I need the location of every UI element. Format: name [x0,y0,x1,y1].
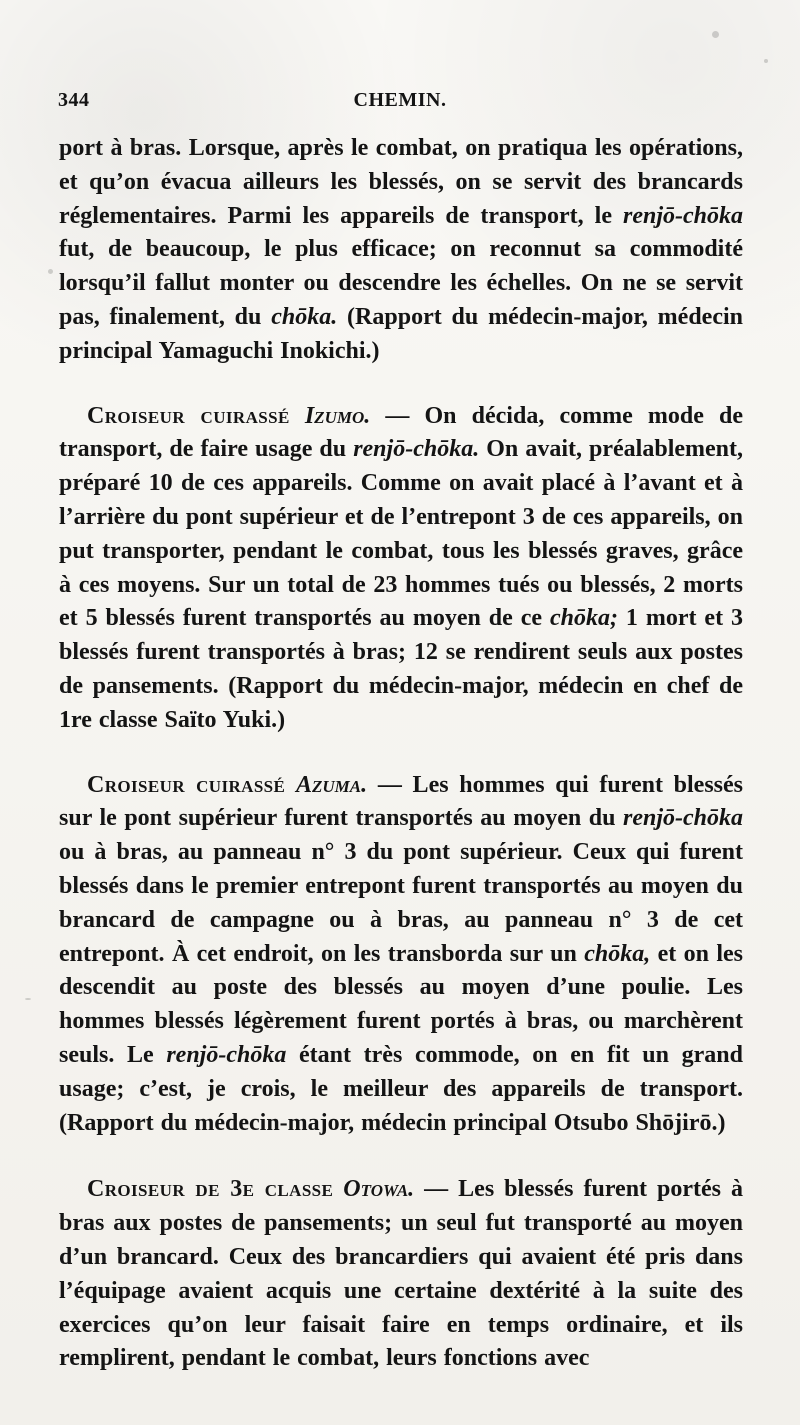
paragraph-text: port à bras. Lorsque, après le combat, on pratiqua les opérations, et qu’on évacua ailleurs les blessés, on se servit des brancards réglementaires. Parmi les appareils de transport, le [59,135,743,229]
italic-term: renjō-chōka [166,1041,287,1068]
paragraph-text: — Les hommes qui furent blessés sur le pont supérieur furent transportés au moyen du [59,771,743,832]
scan-speck [25,998,31,1000]
scan-speck [712,31,719,38]
italic-term: chōka, [584,940,651,967]
page-header [58,89,742,115]
paragraph-text: 1 mort et 3 blessés furent transportés à bras; 12 se rendirent seuls aux postes de pansements. (Rapport du médecin-major, médecin en chef de 1re classe Saïto Yuki.) [59,605,744,733]
paragraph-text: — On décida, comme mode de transport, de faire usage du [59,402,743,463]
ship-name: Izumo. [304,402,371,429]
paragraph-text: et on les descendit au poste des blessés au moyen d’une poulie. Les hommes blessés légèrement furent portés à bras, ou marchèrent seuls. Le [59,940,743,1068]
italic-term: renjō-chōka. [353,436,480,463]
paragraph-text: (Rapport du médecin-major, médecin principal Yamaguchi Inokichi.) [59,303,743,364]
paragraph-text: — Les blessés furent portés à bras aux postes de pansements; un seul fut transporté au moyen d’un brancard. Ceux des brancardiers qui avaient été pris dans l’équipage avaient acquis une certaine dextérité à la suite des exercices qu’on leur faisait faire en temps ordinaire, et ils remplirent, pendant le combat, leurs fonctions avec [59,1176,744,1372]
paragraph-text: On avait, préalablement, préparé 10 de ces appareils. Comme on avait placé à l’avant et à l’arrière du pont supérieur et de l’entrepont 3 de ces appareils, on put transporter, pendant le combat, tous les blessés graves, grâce à ces moyens. Sur un total de 23 hommes tués ou blessés, 2 morts et 5 blessés furent transportés au moyen de ce [59,436,744,632]
ship-name: Otowa. [343,1176,415,1203]
italic-term: renjō-chōka [623,202,743,229]
paragraph-text: fut, de beaucoup, le plus efficace; on reconnut sa commodité lorsqu’il fallut monter ou descendre les échelles. On ne se servit pas, finalement, du [59,236,743,330]
italic-term: chōka; [549,605,618,632]
paragraph-text: ou à bras, au panneau n° 3 du pont supérieur. Ceux qui furent blessés dans le premier entrepont furent transportés au moyen du brancard de campagne ou à bras, au panneau n° 3 de cet entrepont. À cet endroit, on les transborda sur un [59,839,743,967]
italic-term: chōka. [271,303,338,330]
paragraph-1 [59,132,743,369]
scan-speck [764,59,768,63]
page-number: 344 [58,89,90,111]
scan-speck [48,269,53,274]
ship-name: Azuma. [296,771,368,798]
ship-class-label: Croiseur de 3e classe [87,1176,334,1203]
paragraph-azuma [59,769,743,1141]
italic-term: renjō-chōka [623,805,743,832]
ship-class-label: Croiseur cuirassé [87,771,286,798]
running-head: CHEMIN. [353,89,447,111]
paragraph-otowa [59,1173,743,1376]
body-text [59,132,743,1376]
paragraph-text: étant très commode, on en fit un grand usage; c’est, je crois, le meilleur des appareils de transport. (Rapport du médecin-major, médecin principal Otsubo Shōjirō.) [59,1041,743,1136]
paragraph-izumo [59,400,743,738]
ship-class-label: Croiseur cuirassé [87,402,290,429]
